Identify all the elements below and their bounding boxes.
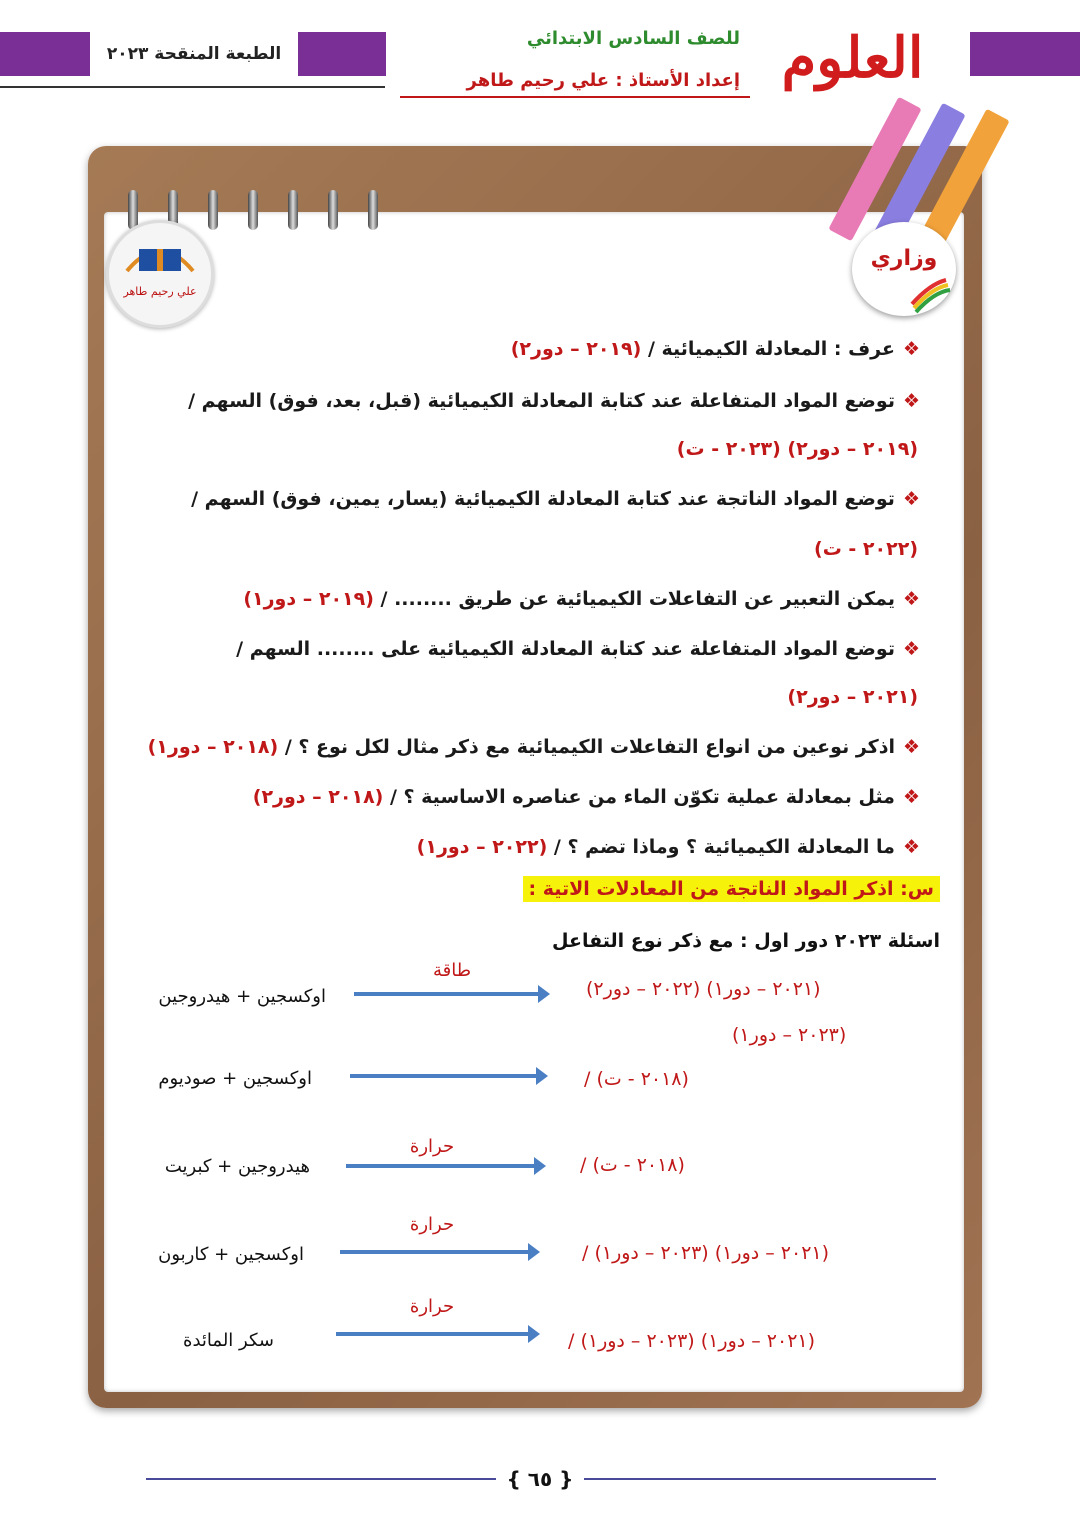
equation-reactants: اوكسجين + كاربون — [158, 1244, 304, 1265]
question-years: (٢٠٢١ – دور٢) — [787, 686, 918, 708]
header-underline — [400, 96, 750, 98]
diamond-bullet-icon: ❖ — [902, 588, 920, 610]
page-number-text: ٦٥ — [527, 1467, 553, 1491]
question-item — [417, 836, 920, 858]
question-text: توضع المواد الناتجة عند كتابة المعادلة الكيميائية (يسار، يمين، فوق) السهم / — [191, 488, 895, 510]
equation-years: (٢٠٢١ – دور١) (٢٠٢٣ – دور١) / — [582, 1242, 830, 1264]
question-text: توضع المواد المتفاعلة عند كتابة المعادلة الكيميائية على ........ السهم / — [236, 638, 895, 660]
question-item — [243, 588, 920, 610]
question-years: (٢٠٢٢ – دور١) — [416, 836, 548, 858]
header-bar-right — [970, 32, 1080, 76]
equation-condition: حرارة — [409, 1296, 455, 1317]
question-item — [236, 638, 920, 660]
equation-years: (٢٠٢١ – دور١) (٢٠٢٢ – دور٢) — [586, 978, 821, 1000]
book-icon — [109, 223, 211, 283]
question-text: اذكر نوعين من انواع التفاعلات الكيميائية مع ذكر مثال لكل نوع ؟ / — [278, 736, 895, 758]
equation-years: (٢٠٢١ – دور١) (٢٠٢٣ – دور١) / — [568, 1330, 816, 1352]
question-item — [188, 390, 920, 412]
equation-reactants: اوكسجين + صوديوم — [158, 1068, 312, 1089]
reaction-arrow-icon — [340, 1250, 530, 1254]
reaction-arrow-icon — [354, 992, 540, 996]
section-subheading: اسئلة ٢٠٢٣ دور اول : مع ذكر نوع التفاعل — [552, 930, 940, 952]
question-years: (٢٠١٨ – دور٢) — [252, 786, 384, 808]
equation-condition: حرارة — [409, 1214, 455, 1235]
diamond-bullet-icon: ❖ — [902, 736, 920, 758]
diamond-bullet-icon: ❖ — [902, 488, 920, 510]
subject-title: العلوم — [781, 25, 924, 91]
reaction-arrow-icon — [346, 1164, 536, 1168]
question-text: عرف : المعادلة الكيميائية / — [641, 338, 895, 360]
question-text: توضع المواد المتفاعلة عند كتابة المعادلة الكيميائية (قبل، بعد، فوق) السهم / — [188, 390, 895, 412]
equation-reactants: سكر المائدة — [183, 1330, 274, 1351]
page-number — [496, 1460, 584, 1498]
equation-condition: طاقة — [432, 960, 472, 981]
question-years: (٢٠١٩ – دور٢) — [510, 338, 642, 360]
equation-condition: حرارة — [409, 1136, 455, 1157]
rainbow-icon — [852, 222, 956, 316]
equation-years: (٢٠١٨ - ت) / — [584, 1068, 689, 1090]
author-label: إعداد الأستاذ : علي رحيم طاهر — [466, 70, 740, 91]
edition-label: الطبعة المنقحة ٢٠٢٣ — [106, 44, 282, 64]
logo-name: علي رحيم طاهر — [123, 285, 197, 298]
reaction-arrow-icon — [336, 1332, 530, 1336]
question-text: يمكن التعبير عن التفاعلات الكيميائية عن طريق ........ / — [373, 588, 895, 610]
equation-years: (٢٠١٨ - ت) / — [580, 1154, 685, 1176]
question-years: (٢٠١٩ – دور١) — [243, 588, 374, 610]
reaction-arrow-icon — [350, 1074, 538, 1078]
header-divider — [0, 86, 385, 88]
bracket-left-icon: { — [506, 1467, 521, 1491]
diamond-bullet-icon: ❖ — [902, 786, 920, 808]
diamond-bullet-icon: ❖ — [902, 390, 920, 412]
question-item — [253, 786, 920, 808]
badge-label: وزاري — [870, 246, 938, 271]
question-item — [511, 338, 920, 360]
bracket-right-icon: } — [559, 1467, 574, 1491]
section-question: س: اذكر المواد الناتجة من المعادلات الاتية : — [523, 876, 940, 902]
question-text: مثل بمعادلة عملية تكوّن الماء من عناصره الاساسية ؟ / — [383, 786, 895, 808]
question-years: (٢٠١٩ – دور٢) (٢٠٢٣ - ت) — [676, 438, 918, 460]
diamond-bullet-icon: ❖ — [902, 836, 920, 858]
diamond-bullet-icon: ❖ — [902, 638, 920, 660]
ring-icon — [328, 190, 338, 230]
equation-years: (٢٠٢٣ – دور١) — [732, 1024, 847, 1046]
grade-label: للصف السادس الابتدائي — [526, 28, 740, 49]
question-item — [191, 488, 920, 510]
ring-icon — [288, 190, 298, 230]
equation-reactants: اوكسجين + هيدروجين — [158, 986, 326, 1007]
author-logo — [106, 220, 214, 328]
ministerial-badge — [852, 222, 956, 316]
question-years: (٢٠٢٢ - ت) — [814, 538, 918, 560]
diamond-bullet-icon: ❖ — [902, 338, 920, 360]
ring-icon — [248, 190, 258, 230]
question-years: (٢٠١٨ – دور١) — [147, 736, 279, 758]
question-item — [148, 736, 920, 758]
header-bar-left — [0, 32, 90, 76]
ring-icon — [368, 190, 378, 230]
header-bar-middle — [298, 32, 386, 76]
equation-reactants: هيدروجين + كبريت — [164, 1156, 310, 1177]
question-text: ما المعادلة الكيميائية ؟ وماذا تضم ؟ / — [547, 836, 895, 858]
